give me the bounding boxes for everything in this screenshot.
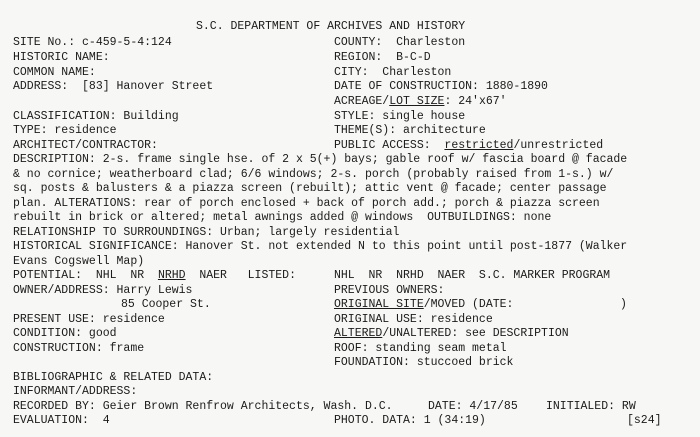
public-access	[334, 139, 603, 152]
form-title: S.C. DEPARTMENT OF ARCHIVES AND HISTORY	[196, 20, 466, 33]
original-use: ORIGINAL USE: residence	[334, 313, 493, 326]
recorded-by: RECORDED BY: Geier Brown Renfrow Architects, Wash. D.C.	[13, 400, 393, 413]
record-date: DATE: 4/17/85	[428, 400, 518, 413]
county: COUNTY: Charleston	[334, 36, 466, 49]
significance-line: Evans Cogswell Map)	[13, 255, 145, 268]
altered-unaltered	[334, 327, 569, 340]
public-access-restricted: restricted	[444, 139, 514, 152]
region: REGION: B-C-D	[334, 51, 431, 64]
date-of-construction: DATE OF CONSTRUCTION: 1880-1890	[334, 80, 548, 93]
owner-street: 85 Cooper St.	[121, 298, 211, 311]
common-name: COMMON NAME:	[13, 66, 96, 79]
themes: THEME(S): architecture	[334, 124, 486, 137]
description-line: rebuilt in brick or altered; metal awnings added @ windows OUTBUILDINGS: none	[13, 211, 552, 224]
public-access-label: PUBLIC ACCESS:	[334, 139, 445, 152]
description-line: sq. posts & balusters & a piazza screen (rebuilt); attic vent @ facade; center passage	[13, 182, 607, 195]
city: CITY: Charleston	[334, 66, 452, 79]
historic-name: HISTORIC NAME:	[13, 51, 110, 64]
owner-address: OWNER/ADDRESS: Harry Lewis	[13, 284, 193, 297]
significance-line: HISTORICAL SIGNIFICANCE: Hanover St. not extended N to this point until post-1877 (Walker	[13, 240, 628, 253]
type: TYPE: residence	[13, 124, 117, 137]
site-number: SITE No.: c-459-5-4:124	[13, 36, 172, 49]
description-line: plan. ALTERATIONS: rear of porch enclosed + back of porch add.; porch & piazza screen	[13, 197, 600, 210]
potential-nrhd: NRHD	[157, 269, 186, 282]
roof: ROOF: standing seam metal	[334, 342, 507, 355]
potential-listed: NAER LISTED:	[185, 269, 296, 282]
moved-date-close: )	[620, 298, 627, 311]
style: STYLE: single house	[334, 110, 466, 123]
listed-options: NHL NR NRHD NAER S.C. MARKER PROGRAM	[334, 269, 611, 282]
public-access-unrestricted: /unrestricted	[513, 139, 604, 152]
original-site-label: ORIGINAL SITE	[334, 298, 424, 311]
description-line: & no cornice; weatherboard clad; 6/6 windows; 2-s. porch (probably raised from 1-s.) w/	[13, 168, 614, 181]
bibliographic-data: BIBLIOGRAPHIC & RELATED DATA:	[13, 371, 214, 384]
photo-data: PHOTO. DATA: 1 (34:19)	[334, 414, 486, 427]
lot-size-value: : 24'x67'	[444, 95, 507, 108]
acreage-label: ACREAGE/	[334, 95, 390, 108]
moved-date-label: /MOVED (DATE:	[423, 298, 514, 311]
unaltered-label: /UNALTERED: see DESCRIPTION	[382, 327, 569, 340]
informant-address: INFORMANT/ADDRESS:	[13, 385, 138, 398]
address: ADDRESS: [83] Hanover Street	[13, 80, 214, 93]
description-line: DESCRIPTION: 2-s. frame single hse. of 2 x 5(+) bays; gable roof w/ fascia board @ facade	[13, 153, 628, 166]
lot-size-label: LOT SIZE	[389, 95, 445, 108]
altered-label: ALTERED	[334, 327, 383, 340]
foundation: FOUNDATION: stuccoed brick	[334, 356, 514, 369]
initialed: INITIALED: RW	[546, 400, 636, 413]
present-use: PRESENT USE: residence	[13, 313, 165, 326]
potential-label: POTENTIAL: NHL NR	[13, 269, 158, 282]
original-site	[334, 298, 513, 311]
potential	[13, 269, 296, 282]
architect-contractor: ARCHITECT/CONTRACTOR:	[13, 139, 158, 152]
relationship-to-surroundings: RELATIONSHIP TO SURROUNDINGS: Urban; largely residential	[13, 226, 400, 239]
condition: CONDITION: good	[13, 327, 117, 340]
classification: CLASSIFICATION: Building	[13, 110, 179, 123]
previous-owners: PREVIOUS OWNERS:	[334, 284, 445, 297]
acreage-lot-size	[334, 95, 507, 108]
construction: CONSTRUCTION: frame	[13, 342, 145, 355]
evaluation: EVALUATION: 4	[13, 414, 110, 427]
sheet-reference: [s24]	[627, 414, 662, 427]
